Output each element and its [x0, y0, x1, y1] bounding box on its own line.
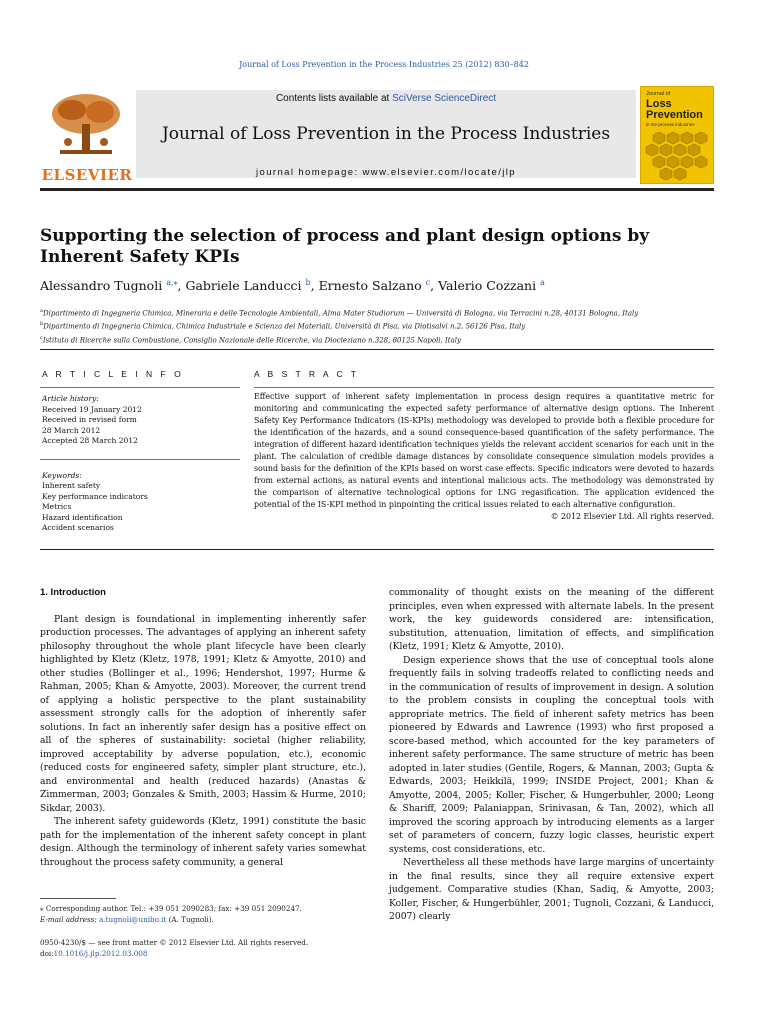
cover-journal-of: Journal of [646, 91, 671, 97]
body-column-right [389, 586, 714, 924]
history-label: Article history: [42, 394, 99, 403]
contents-prefix: Contents lists available at [275, 93, 393, 104]
contents-line [136, 93, 636, 104]
cover-title-line-2: Prevention [646, 109, 703, 121]
author-name[interactable]: Gabriele Landucci [185, 278, 302, 294]
journal-banner [136, 90, 636, 178]
journal-homepage-link[interactable]: journal homepage: www.elsevier.com/locate/jlp [256, 167, 516, 178]
abstract [254, 391, 714, 523]
body-paragraph: Design experience shows that the use of conceptual tools alone frequently fails in solving tradeoffs related to conflicting needs and in the communication of results of improvement in design. A solution to the problem consists in coupling the conceptual tools with appropriate metrics. The field of inherent safety metrics has been pioneered by Edwards and Lawrence (1993) who first proposed a score-based method, which accounted for the key parameters of inherent safety performance. The same structure of metric has been adopted in later studies (Gentile, Rogers, & Mannan, 2003; Gupta & Edwards, 2003; Heikkilä, 1999; INSIDE Project, 2001; Khan & Amyotte, 2004, 2005; Koller, Fischer, & Hungerbuhler, 2000; Leong & Shariff, 2009; Palaniappan, Srinivasan, & Tan, 2002), which all improved the scoring approach by introducing elements as a larger set of parameters of concern, fuzzy logic classes, heuristic expert systems, cost considerations, etc. [389, 654, 714, 855]
body-paragraph: The inherent safety guidewords (Kletz, 1991) constitute the basic path for the implementation of the inherent safety concept in plant design. Although the terminology of inherent safety varies somewhat throughout the process safety community, a general [40, 816, 366, 868]
abstract-bottom-rule [40, 549, 714, 550]
elsevier-tree-icon [42, 90, 130, 160]
header-divider [40, 349, 714, 350]
sciencedirect-link[interactable]: SciVerse ScienceDirect [392, 93, 497, 104]
keyword: Key performance indicators [42, 491, 148, 501]
affiliation [40, 319, 714, 332]
history-line: Accepted 28 March 2012 [42, 436, 138, 445]
keywords-label: Keywords: [42, 470, 82, 480]
masthead-rule [40, 188, 714, 191]
doi-line [40, 948, 366, 959]
affiliation-marker: b [40, 321, 44, 328]
author-name[interactable]: Alessandro Tugnoli [40, 278, 163, 294]
affiliation-marker: c [40, 334, 43, 341]
body-paragraph: Nevertheless all these methods have large margins of uncertainty in the final results, since they all require extensive expert judgement. Comparative studies (Khan, Sadiq, & Amyotte, 2003; Koller, Fischer, & Hungerbühler, 2001; Tugnoli, Cozzani, & Landucci, 2007) clearly [389, 857, 714, 922]
page-footer [40, 937, 366, 959]
affiliation [40, 306, 714, 319]
journal-citation[interactable]: Journal of Loss Prevention in the Process Industries 25 (2012) 830–842 [239, 60, 529, 69]
journal-cover-thumbnail[interactable] [640, 86, 714, 184]
history-line: 28 March 2012 [42, 425, 101, 435]
affiliation-text: Istituto di Ricerche sulla Combustione, Consiglio Nazionale delle Ricerche, via Diocleziano n.328, 80125 Napoli, Italy [42, 335, 461, 344]
journal-title: Journal of Loss Prevention in the Process Industries [161, 124, 611, 144]
cover-hexagon-pattern-icon [645, 131, 709, 181]
doi-link[interactable]: 10.1016/j.jlp.2012.03.008 [53, 949, 148, 958]
cover-title-line-1: Loss [646, 98, 672, 110]
abstract-text: Effective support of inherent safety implementation in process design requires a quantitative metric for monitoring and communicating the expected safety performance of alternative design options. The Inherent Safety Key Performance Indicators (IS-KPIs) methodology was developed to provide both a flexible procedure for the identification of the hazards, and a sound consequence-based quantification of the safety performance. The integration of different hazard identification techniques yields the relevant accident scenarios for each unit in the plant. The calculation of credible damage distances by consolidate consequence simulation models provides a sound basis for the definition of the KPIs based on worst case effects. Specific indicators were devoted to hazards from external actions, as natural events and intentional malicious acts. The methodology was demonstrated by the comparison of alternative technological options for LNG regasification. The application evidenced the potential of the IS-KPI method in pinpointing the critical issues related to each alternative configuration. [254, 392, 714, 509]
body-column-left [40, 586, 366, 869]
history-line: Received 19 January 2012 [42, 404, 142, 414]
author-name[interactable]: Valerio Cozzani [438, 278, 537, 294]
keyword: Accident scenarios [42, 523, 114, 532]
abstract-heading: A B S T R A C T [254, 369, 360, 379]
author-list: Alessandro Tugnoli $^{a,⁎}$, Gabriele Landucci $^b$, Ernesto Salzano $^c$, Valerio Cozzani $^a$ [40, 278, 545, 294]
cover-title [646, 99, 703, 121]
email-link[interactable]: a.tugnoli@unibo.it [99, 915, 167, 924]
corresponding-author-footnote [40, 903, 366, 925]
article-info-heading: A R T I C L E I N F O [42, 369, 184, 379]
article-info-rule [40, 387, 240, 388]
author-affiliation-marker[interactable]: a,⁎ [166, 278, 178, 287]
affiliation-text: Dipartimento di Ingegneria Chimica, Mineraria e delle Tecnologie Ambientali, Alma Mater Studiorum — Università di Bologna, via Terracini n.28, 40131 Bologna, Italy [42, 309, 639, 318]
author-affiliation-marker[interactable]: a [540, 278, 545, 287]
affiliation-text: Dipartimento di Ingegneria Chimica, Chimica Industriale e Scienza dei Materiali, Università di Pisa, via Diotisalvi n.2, 56126 Pisa, Italy [43, 322, 526, 331]
affiliations [40, 306, 714, 346]
article-title: Supporting the selection of process and plant design options by Inherent Safety KPIs [40, 226, 650, 267]
author-affiliation-marker[interactable]: c [425, 278, 431, 287]
history-line: Received in revised form [42, 415, 137, 424]
section-heading: 1. Introduction [40, 587, 106, 598]
body-paragraph: commonality of thought exists on the meaning of the different principles, even when expressed with alternate labels. In the present work, the key guidewords considered are: intensification, substitution, attenuation, limitation of effects, and simplification (Kletz, 1991; Kletz & Amyotte, 2010). [389, 587, 714, 652]
email-suffix: (A. Tugnoli). [166, 915, 214, 924]
footnote-rule [40, 898, 116, 899]
keyword: Inherent safety [42, 481, 101, 490]
cover-subtitle: in the process industries [646, 122, 695, 127]
keyword: Hazard identification [42, 512, 123, 522]
author-name[interactable]: Ernesto Salzano [318, 278, 422, 294]
elsevier-logo[interactable] [40, 86, 134, 184]
author-affiliation-marker[interactable]: b [305, 278, 311, 287]
abstract-rule [254, 387, 714, 388]
body-paragraph: Plant design is foundational in implementing inherently safer production processes. The advantages of applying an inherent safety philosophy throughout the whole plant lifecycle have been clearly highlighted by Kletz (Kletz, 1978, 1991; Kletz & Amyotte, 2010) and other studies (Bollinger et al., 1996; Hendershot, 1997; Hurme & Rahman, 2005; Khan & Amyotte, 2003). Moreover, the current trend of applying a holistic perspective to the plant sustainability assessment strongly calls for the adoption of inherently safer solutions. In fact an inherently safer design has a positive effect on all of the spheres of sustainability: societal (higher reliability, improved acceptability by adverse population, etc.), economic (reduced costs for engineered safety, simpler plant structure, etc.), and environmental and health (reduced hazards) (Anastas & Zimmerman, 2003; Gonzales & Smith, 2003; Hassim & Hurme, 2010; Sikdar, 2003). [40, 613, 366, 814]
elsevier-wordmark: ELSEVIER [41, 166, 133, 184]
issn-line: 0950-4230/$ — see front matter © 2012 Elsevier Ltd. All rights reserved. [40, 938, 309, 947]
article-info [42, 394, 238, 534]
email-label: E-mail address: [40, 915, 100, 924]
corresponding-author-line: ⁎ Corresponding author. Tel.: +39 051 2090283; fax: +39 051 2090247. [40, 904, 302, 913]
spacer [42, 447, 238, 471]
affiliation-marker: a [40, 308, 43, 314]
affiliation [40, 333, 714, 346]
doi-label: doi: [40, 949, 54, 958]
copyright-notice: © 2012 Elsevier Ltd. All rights reserved. [550, 512, 714, 521]
keyword: Metrics [42, 502, 72, 511]
journal-masthead [40, 86, 714, 186]
email-line [40, 914, 366, 925]
